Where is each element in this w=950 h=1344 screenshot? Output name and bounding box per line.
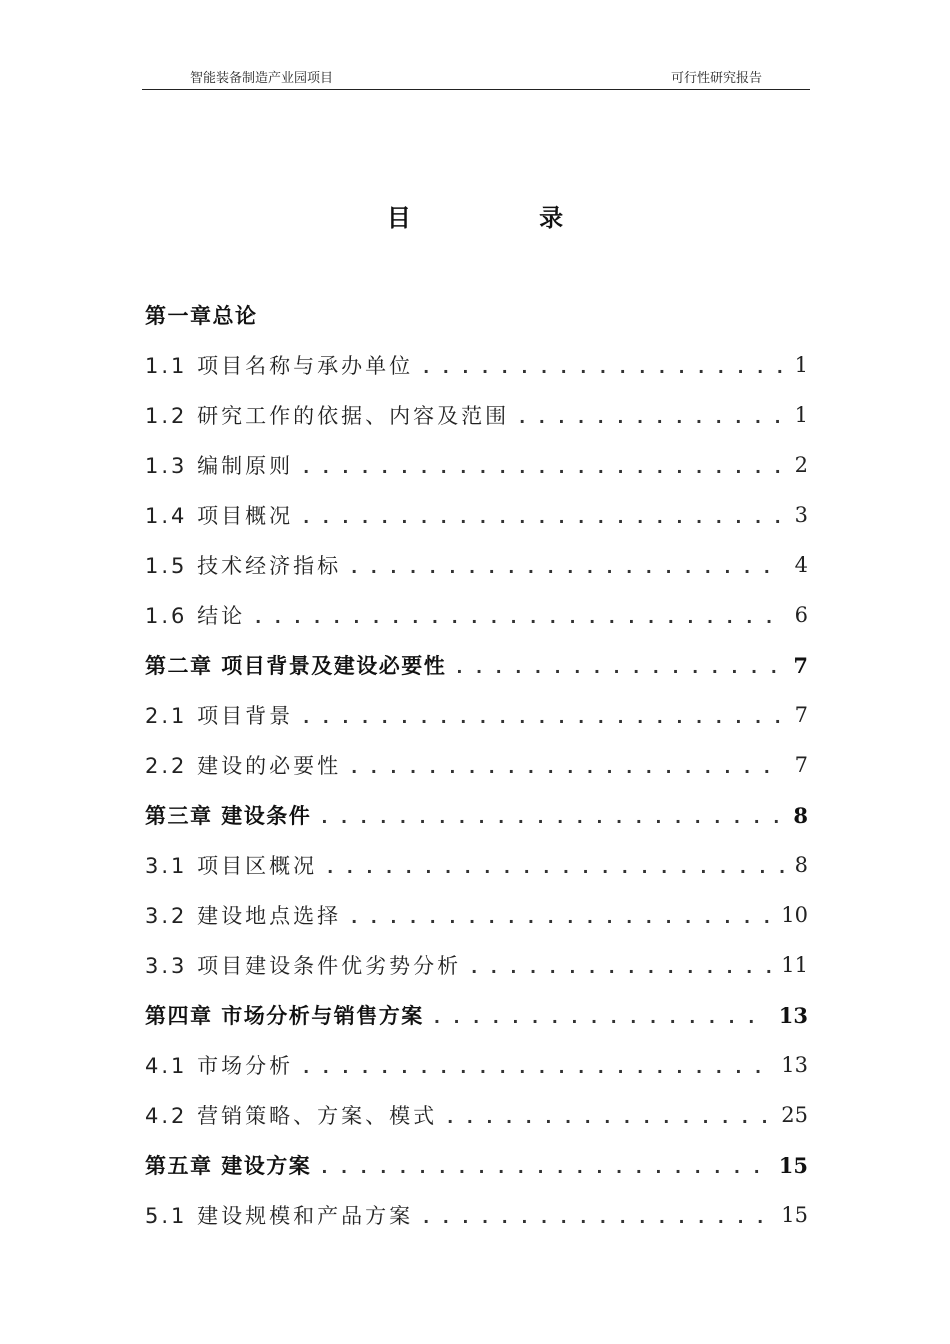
- toc-entry-label: 第四章 市场分析与销售方案: [145, 1004, 424, 1028]
- toc-dot-leader: [351, 754, 784, 776]
- toc-entry-label: 2.2 建设的必要性: [145, 754, 342, 778]
- toc-page-number: 15: [781, 1203, 808, 1227]
- toc-entry-label: 4.2 营销策略、方案、模式: [145, 1104, 438, 1128]
- toc-page-number: 7: [793, 652, 808, 678]
- toc-page-number: 7: [794, 753, 808, 777]
- toc-page-number: 7: [794, 703, 808, 727]
- toc-section-entry[interactable]: [145, 490, 808, 540]
- toc-section-entry[interactable]: [145, 1040, 808, 1090]
- toc-section-entry[interactable]: [145, 690, 808, 740]
- toc-dot-leader: [303, 1054, 771, 1076]
- toc-dot-leader: [471, 954, 771, 976]
- toc-section-entry[interactable]: [145, 590, 808, 640]
- toc-section-entry[interactable]: [145, 540, 808, 590]
- toc-title: 目 录: [386, 204, 624, 232]
- header-report-type: 可行性研究报告: [670, 71, 762, 86]
- toc-dot-leader: [434, 1004, 769, 1026]
- toc-chapter-entry[interactable]: [145, 990, 808, 1040]
- toc-chapter-entry[interactable]: [145, 790, 808, 840]
- toc-dot-leader: [327, 854, 784, 876]
- toc-dot-leader: [321, 1154, 768, 1176]
- toc-dot-leader: [351, 554, 784, 576]
- toc-page-number: 11: [781, 953, 808, 977]
- table-of-contents: [145, 290, 808, 1240]
- toc-page-number: 10: [781, 903, 808, 927]
- toc-entry-label: 3.2 建设地点选择: [145, 904, 342, 928]
- toc-section-entry[interactable]: [145, 840, 808, 890]
- page-header: [142, 0, 810, 90]
- toc-entry-label: 第一章总论: [145, 304, 258, 328]
- toc-page-number: 1: [794, 403, 808, 427]
- toc-entry-label: 1.1 项目名称与承办单位: [145, 354, 414, 378]
- toc-page-number: 1: [794, 353, 808, 377]
- toc-dot-leader: [303, 704, 784, 726]
- header-project-name: 智能装备制造产业园项目: [190, 71, 334, 86]
- toc-section-entry[interactable]: [145, 740, 808, 790]
- toc-chapter-entry[interactable]: [145, 1140, 808, 1190]
- toc-page-number: 4: [794, 553, 808, 577]
- toc-entry-label: 5.1 建设规模和产品方案: [145, 1204, 414, 1228]
- toc-dot-leader: [321, 804, 783, 826]
- toc-entry-label: 1.4 项目概况: [145, 504, 294, 528]
- toc-page-number: 3: [794, 503, 808, 527]
- toc-page-number: 8: [794, 853, 808, 877]
- toc-entry-label: 1.2 研究工作的依据、内容及范围: [145, 404, 510, 428]
- toc-page-number: 6: [794, 603, 808, 627]
- toc-dot-leader: [423, 354, 784, 376]
- toc-dot-leader: [303, 504, 784, 526]
- toc-chapter-entry[interactable]: [145, 290, 808, 340]
- toc-page-number: 25: [781, 1103, 808, 1127]
- toc-entry-label: 3.1 项目区概况: [145, 854, 318, 878]
- toc-entry-label: 第二章 项目背景及建设必要性: [145, 654, 447, 678]
- toc-dot-leader: [423, 1204, 771, 1226]
- toc-entry-label: 1.5 技术经济指标: [145, 554, 342, 578]
- toc-entry-label: 第三章 建设条件: [145, 804, 312, 828]
- toc-section-entry[interactable]: [145, 440, 808, 490]
- toc-chapter-entry[interactable]: [145, 640, 808, 690]
- toc-section-entry[interactable]: [145, 1090, 808, 1140]
- toc-entry-label: 第五章 建设方案: [145, 1154, 312, 1178]
- toc-entry-label: 1.3 编制原则: [145, 454, 294, 478]
- toc-dot-leader: [447, 1104, 771, 1126]
- toc-entry-label: 4.1 市场分析: [145, 1054, 294, 1078]
- toc-page-number: 2: [794, 453, 808, 477]
- toc-page-number: 13: [778, 1002, 808, 1028]
- toc-entry-label: 3.3 项目建设条件优劣势分析: [145, 954, 462, 978]
- toc-dot-leader: [255, 604, 784, 626]
- toc-dot-leader: [351, 904, 771, 926]
- toc-dot-leader: [519, 404, 784, 426]
- toc-page-number: 8: [793, 802, 808, 828]
- toc-section-entry[interactable]: [145, 390, 808, 440]
- toc-section-entry[interactable]: [145, 940, 808, 990]
- toc-dot-leader: [303, 454, 784, 476]
- toc-section-entry[interactable]: [145, 890, 808, 940]
- toc-section-entry[interactable]: [145, 340, 808, 390]
- toc-page-number: 13: [781, 1053, 808, 1077]
- toc-entry-label: 1.6 结论: [145, 604, 246, 628]
- toc-section-entry[interactable]: [145, 1190, 808, 1240]
- toc-dot-leader: [456, 654, 783, 676]
- toc-page-number: 15: [778, 1152, 808, 1178]
- toc-entry-label: 2.1 项目背景: [145, 704, 294, 728]
